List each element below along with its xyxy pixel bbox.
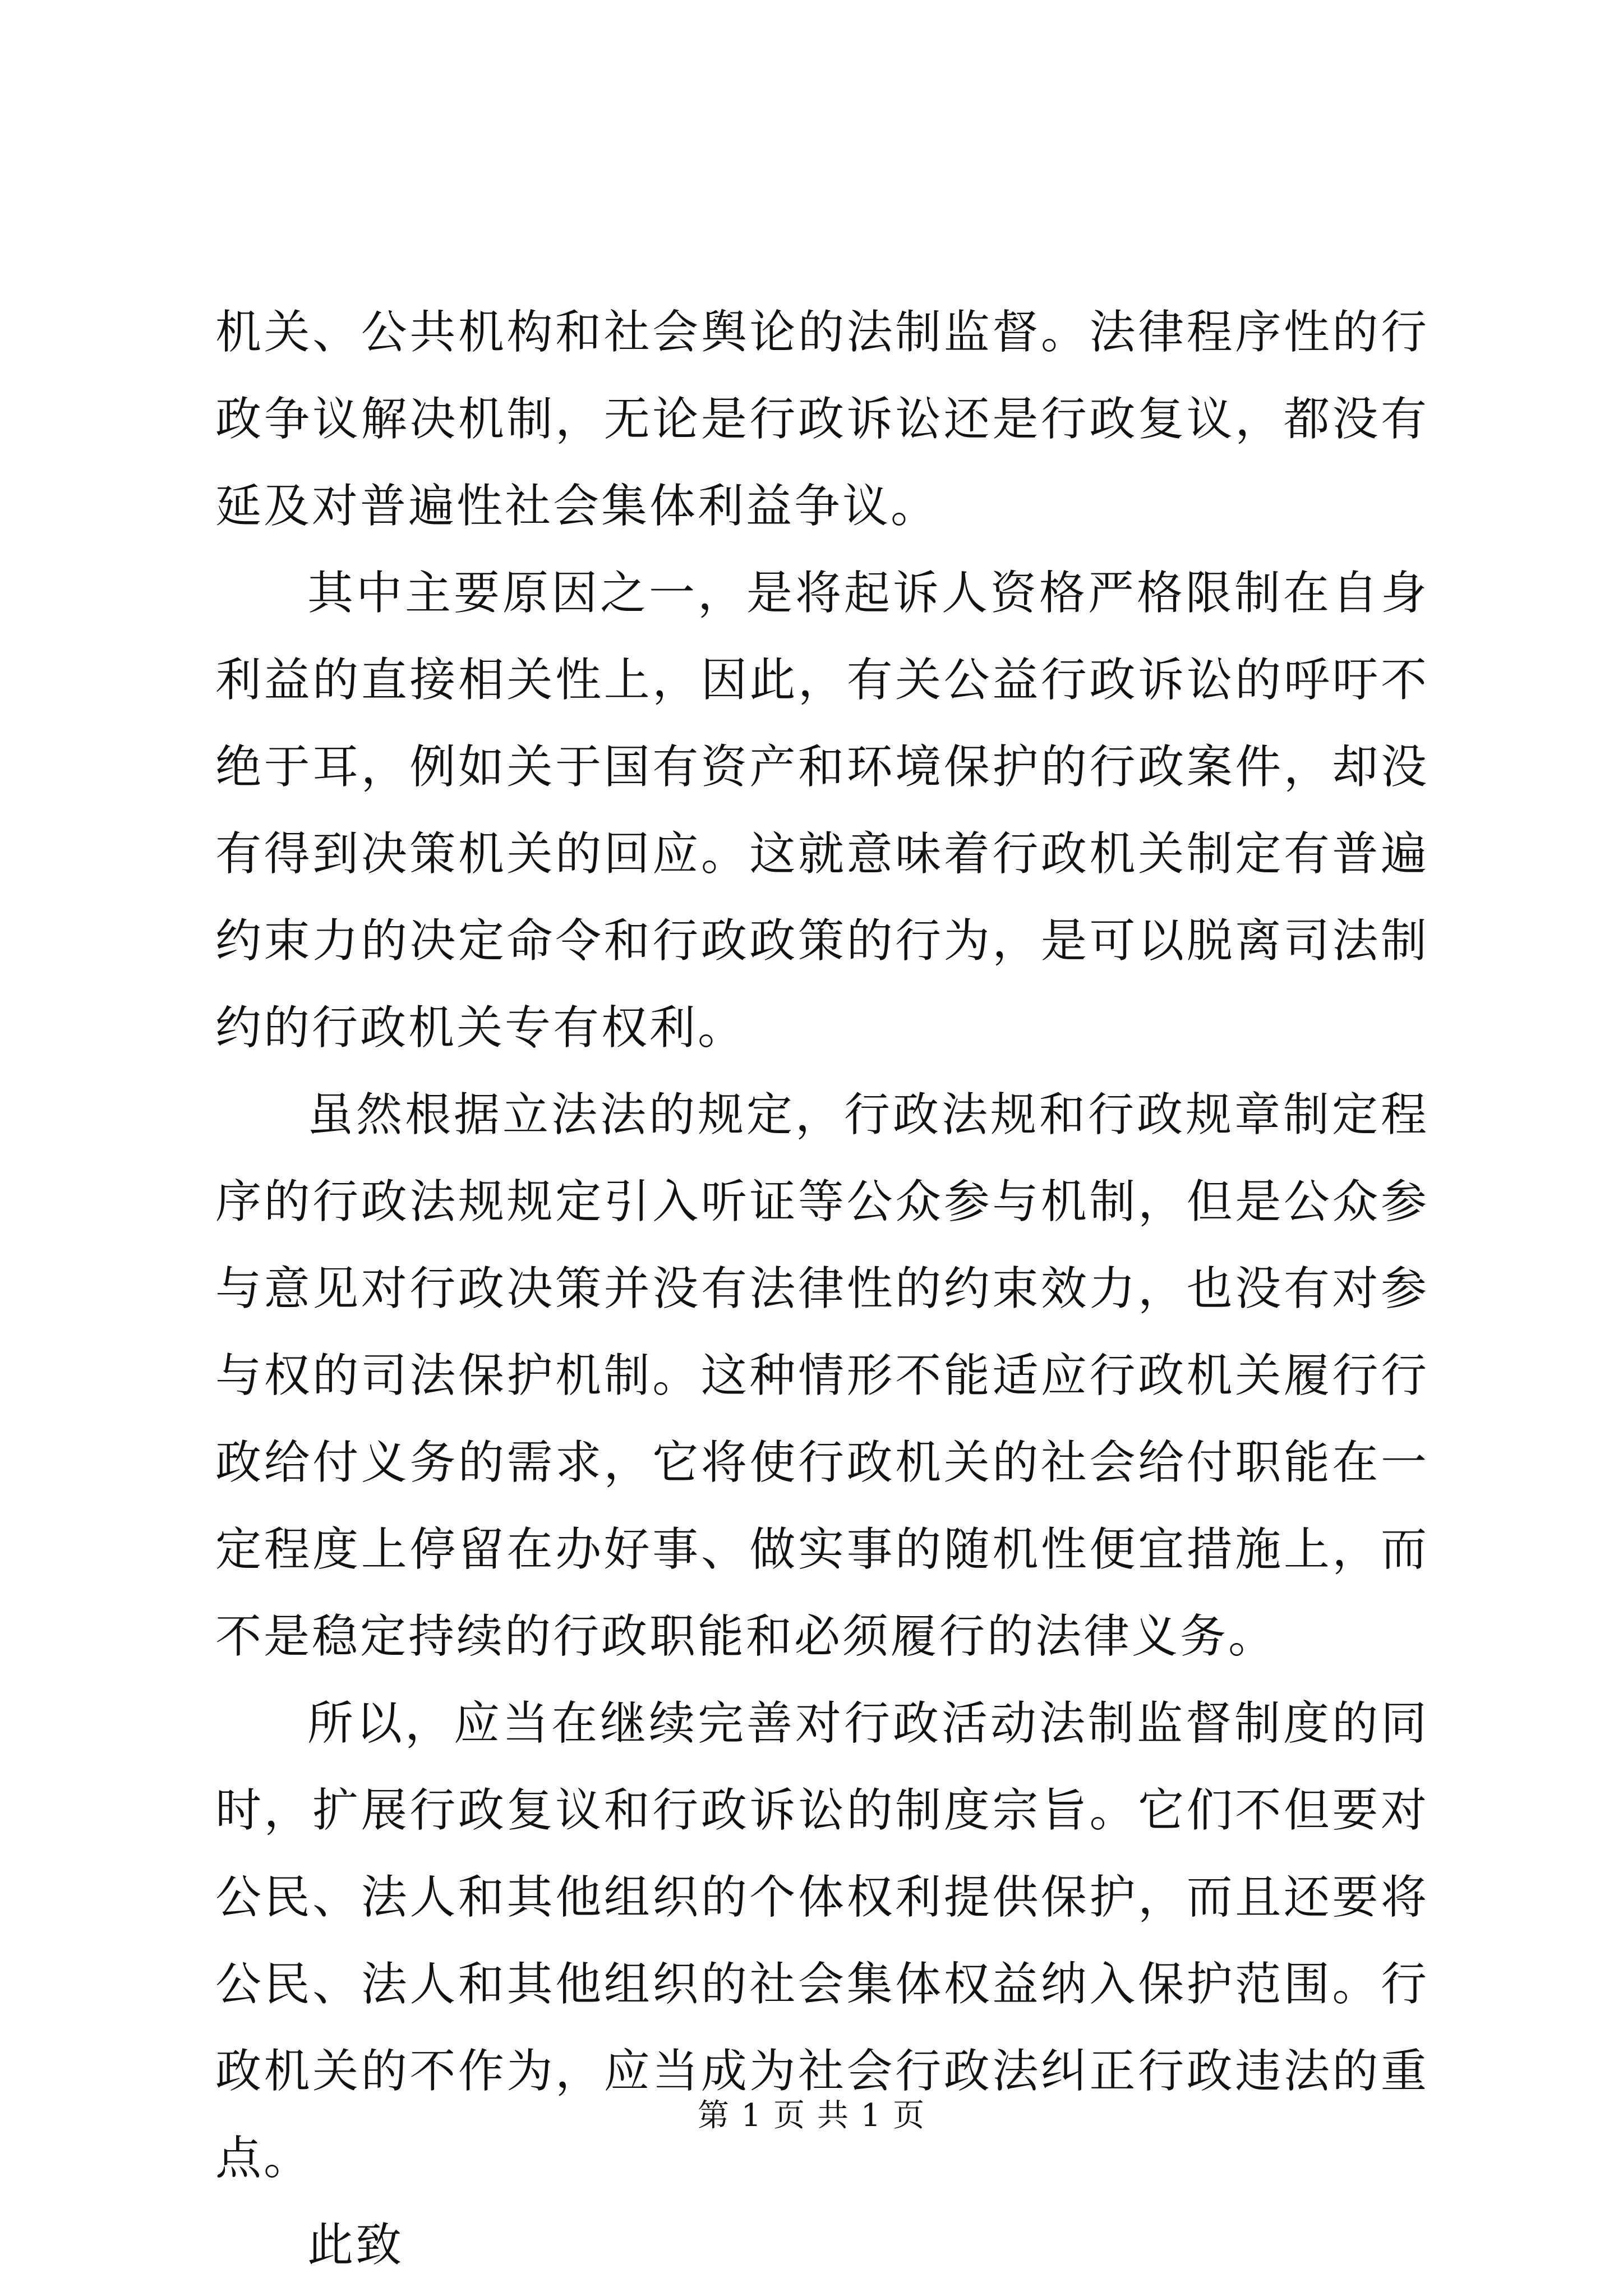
paragraph-1: 机关、公共机构和社会舆论的法制监督。法律程序性的行政争议解决机制，无论是行政诉讼还是行政复议，都没有延及对普遍性社会集体利益争议。 xyxy=(215,306,1429,533)
document-body xyxy=(215,289,1429,2289)
paragraph-2: 其中主要原因之一，是将起诉人资格严格限制在自身利益的直接相关性上，因此，有关公益行政诉讼的呼吁不绝于耳，例如关于国有资产和环境保护的行政案件，却没有得到决策机关的回应。这就意味着行政机关制定有普遍约束力的决定命令和行政政策的行为，是可以脱离司法制约的行政机关专有权利。 xyxy=(215,567,1429,1055)
page-footer: 第 1 页 共 1 页 xyxy=(697,2097,926,2134)
paragraph-4: 所以，应当在继续完善对行政活动法制监督制度的同时，扩展行政复议和行政诉讼的制度宗旨。它们不但要对公民、法人和其他组织的个体权利提供保护，而且还要将公民、法人和其他组织的社会集体权益纳入保护范围。行政机关的不作为，应当成为社会行政法纠正行政违法的重点。 xyxy=(215,1697,1429,2185)
paragraph-3: 虽然根据立法法的规定，行政法规和行政规章制定程序的行政法规规定引入听证等公众参与机制，但是公众参与意见对行政决策并没有法律性的约束效力，也没有对参与权的司法保护机制。这种情形不能适应行政机关履行行政给付义务的需求，它将使行政机关的社会给付职能在一定程度上停留在办好事、做实事的随机性便宜措施上，而不是稳定持续的行政职能和必须履行的法律义务。 xyxy=(215,1088,1429,1663)
closing-salutation: 此致 xyxy=(307,2219,404,2272)
